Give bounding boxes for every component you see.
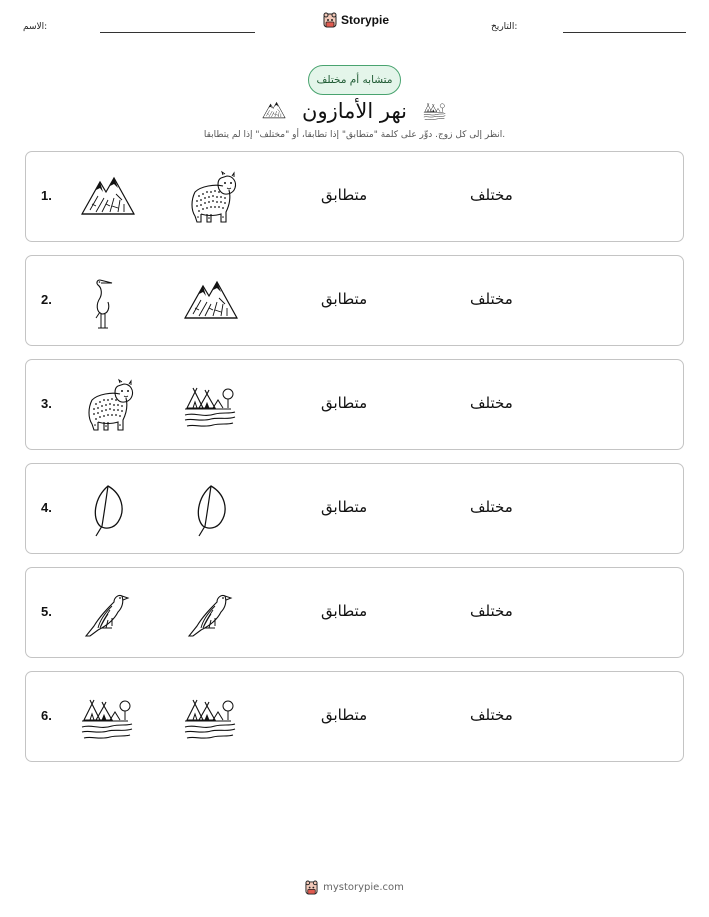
question-row-2 <box>25 255 684 346</box>
question-row-5 <box>25 567 684 658</box>
storypie-mascot-icon <box>323 12 337 28</box>
question-number: 5. <box>41 604 52 619</box>
option-same[interactable]: متطابق <box>321 706 368 724</box>
question-number: 4. <box>41 500 52 515</box>
option-same[interactable]: متطابق <box>321 186 368 204</box>
option-different[interactable]: مختلف <box>470 498 513 516</box>
question-row-6 <box>25 671 684 762</box>
page-title: نهر الأمازون <box>302 99 407 123</box>
heron-icon <box>78 274 138 330</box>
jaguar-icon <box>78 378 138 434</box>
mountain-icon <box>260 99 288 123</box>
question-row-4 <box>25 463 684 554</box>
brand-logo <box>323 12 389 28</box>
village-icon <box>181 690 241 746</box>
mountain-icon <box>181 274 241 330</box>
activity-type-badge: متشابه أم مختلف <box>308 65 401 95</box>
jaguar-icon <box>181 170 241 226</box>
question-number: 2. <box>41 292 52 307</box>
option-same[interactable]: متطابق <box>321 290 368 308</box>
question-number: 3. <box>41 396 52 411</box>
village-icon <box>421 99 449 123</box>
option-same[interactable]: متطابق <box>321 394 368 412</box>
bird-icon <box>181 586 241 642</box>
option-different[interactable]: مختلف <box>470 290 513 308</box>
date-label: التاريخ: <box>491 22 518 32</box>
storypie-mascot-icon <box>305 880 318 895</box>
option-different[interactable]: مختلف <box>470 602 513 620</box>
name-label: الاسم: <box>23 22 48 32</box>
instructions: انظر إلى كل زوج. دوِّر على كلمة "متطابق" إذا تطابقا، أو "مختلف" إذا لم يتطابقا. <box>203 130 506 140</box>
name-field[interactable] <box>100 32 255 33</box>
option-different[interactable]: مختلف <box>470 394 513 412</box>
title-row <box>0 95 709 127</box>
option-same[interactable]: متطابق <box>321 498 368 516</box>
village-icon <box>181 378 241 434</box>
leaf-icon <box>78 482 138 538</box>
question-number: 1. <box>41 188 52 203</box>
footer-url[interactable]: mystorypie.com <box>323 882 404 893</box>
leaf-icon <box>181 482 241 538</box>
footer <box>0 880 709 895</box>
option-same[interactable]: متطابق <box>321 602 368 620</box>
question-number: 6. <box>41 708 52 723</box>
option-different[interactable]: مختلف <box>470 186 513 204</box>
bird-icon <box>78 586 138 642</box>
village-icon <box>78 690 138 746</box>
brand-name: Storypie <box>341 13 390 27</box>
option-different[interactable]: مختلف <box>470 706 513 724</box>
question-row-3 <box>25 359 684 450</box>
mountain-icon <box>78 170 138 226</box>
question-row-1 <box>25 151 684 242</box>
date-field[interactable] <box>563 32 686 33</box>
